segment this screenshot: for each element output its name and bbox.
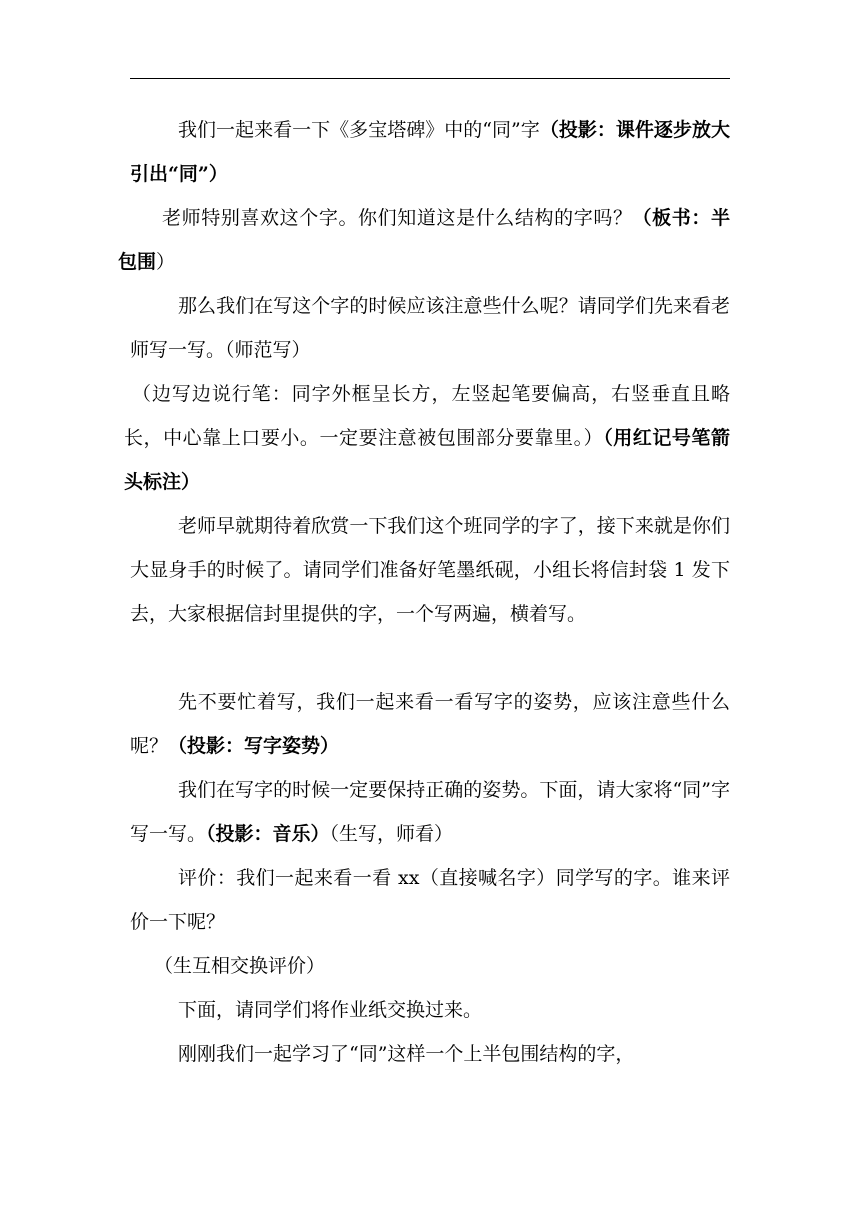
paragraph-1-text: 我们一起来看一下《多宝塔碑》中的“同”字 xyxy=(178,119,540,141)
paragraph-11-text: 刚刚我们一起学习了“同”这样一个上半包围结构的字， xyxy=(178,1043,635,1065)
paragraph-9-text: （生互相交换评价） xyxy=(154,955,326,977)
paragraph-8-text: 评价：我们一起来看一看 xx（直接喊名字）同学写的字。谁来评价一下呢？ xyxy=(130,867,730,933)
paragraph-2-text: 老师特别喜欢这个字。你们知道这是什么结构的字吗？ xyxy=(162,207,633,229)
paragraph-4-bold-note: （用红记号笔箭头标注） xyxy=(124,427,730,493)
paragraph-3 xyxy=(130,284,730,372)
header-rule xyxy=(130,78,730,79)
paragraph-6-text: 先不要忙着写，我们一起来看一看写字的姿势，应该注意些什么呢？ xyxy=(130,691,730,757)
paragraph-4 xyxy=(124,372,730,504)
paragraph-5 xyxy=(130,504,730,680)
paragraph-10 xyxy=(130,988,730,1032)
paragraph-6 xyxy=(130,680,730,768)
paragraph-7-bold-note: （投影：音乐） xyxy=(206,823,330,845)
paragraph-6-bold-note: （投影：写字姿势） xyxy=(168,735,340,757)
paragraph-1 xyxy=(130,108,730,196)
document-body xyxy=(118,108,730,1076)
paragraph-2-bold-note: （板书：半包围 xyxy=(118,207,730,273)
paragraph-4-text: （边写边说行笔：同字外框呈长方，左竖起笔要偏高，右竖垂直且略长，中心靠上口要小。一定要注意被包围部分要靠里。） xyxy=(124,383,730,449)
paragraph-2 xyxy=(118,196,730,284)
paragraph-1-bold-note: （投影：课件逐步放大引出“同”） xyxy=(130,119,730,185)
paragraph-5-text: 老师早就期待着欣赏一下我们这个班同学的字了，接下来就是你们大显身手的时候了。请同学们准备好笔墨纸砚，小组长将信封袋 1 发下去，大家根据信封里提供的字，一个写两遍，横着写。 xyxy=(130,515,730,625)
paragraph-9 xyxy=(130,944,730,988)
paragraph-8 xyxy=(130,856,730,944)
paragraph-2-tail: ） xyxy=(156,251,176,273)
paragraph-7-text: 我们在写字的时候一定要保持正确的姿势。下面，请大家将“同”字写一写。 xyxy=(130,779,730,845)
paragraph-3-text: 那么我们在写这个字的时候应该注意些什么呢？请同学们先来看老师写一写。（师范写） xyxy=(130,295,730,361)
paragraph-7 xyxy=(130,768,730,856)
paragraph-7-tail: （生写，师看） xyxy=(329,823,454,845)
paragraph-11 xyxy=(130,1032,730,1076)
paragraph-10-text: 下面，请同学们将作业纸交换过来。 xyxy=(178,999,483,1021)
